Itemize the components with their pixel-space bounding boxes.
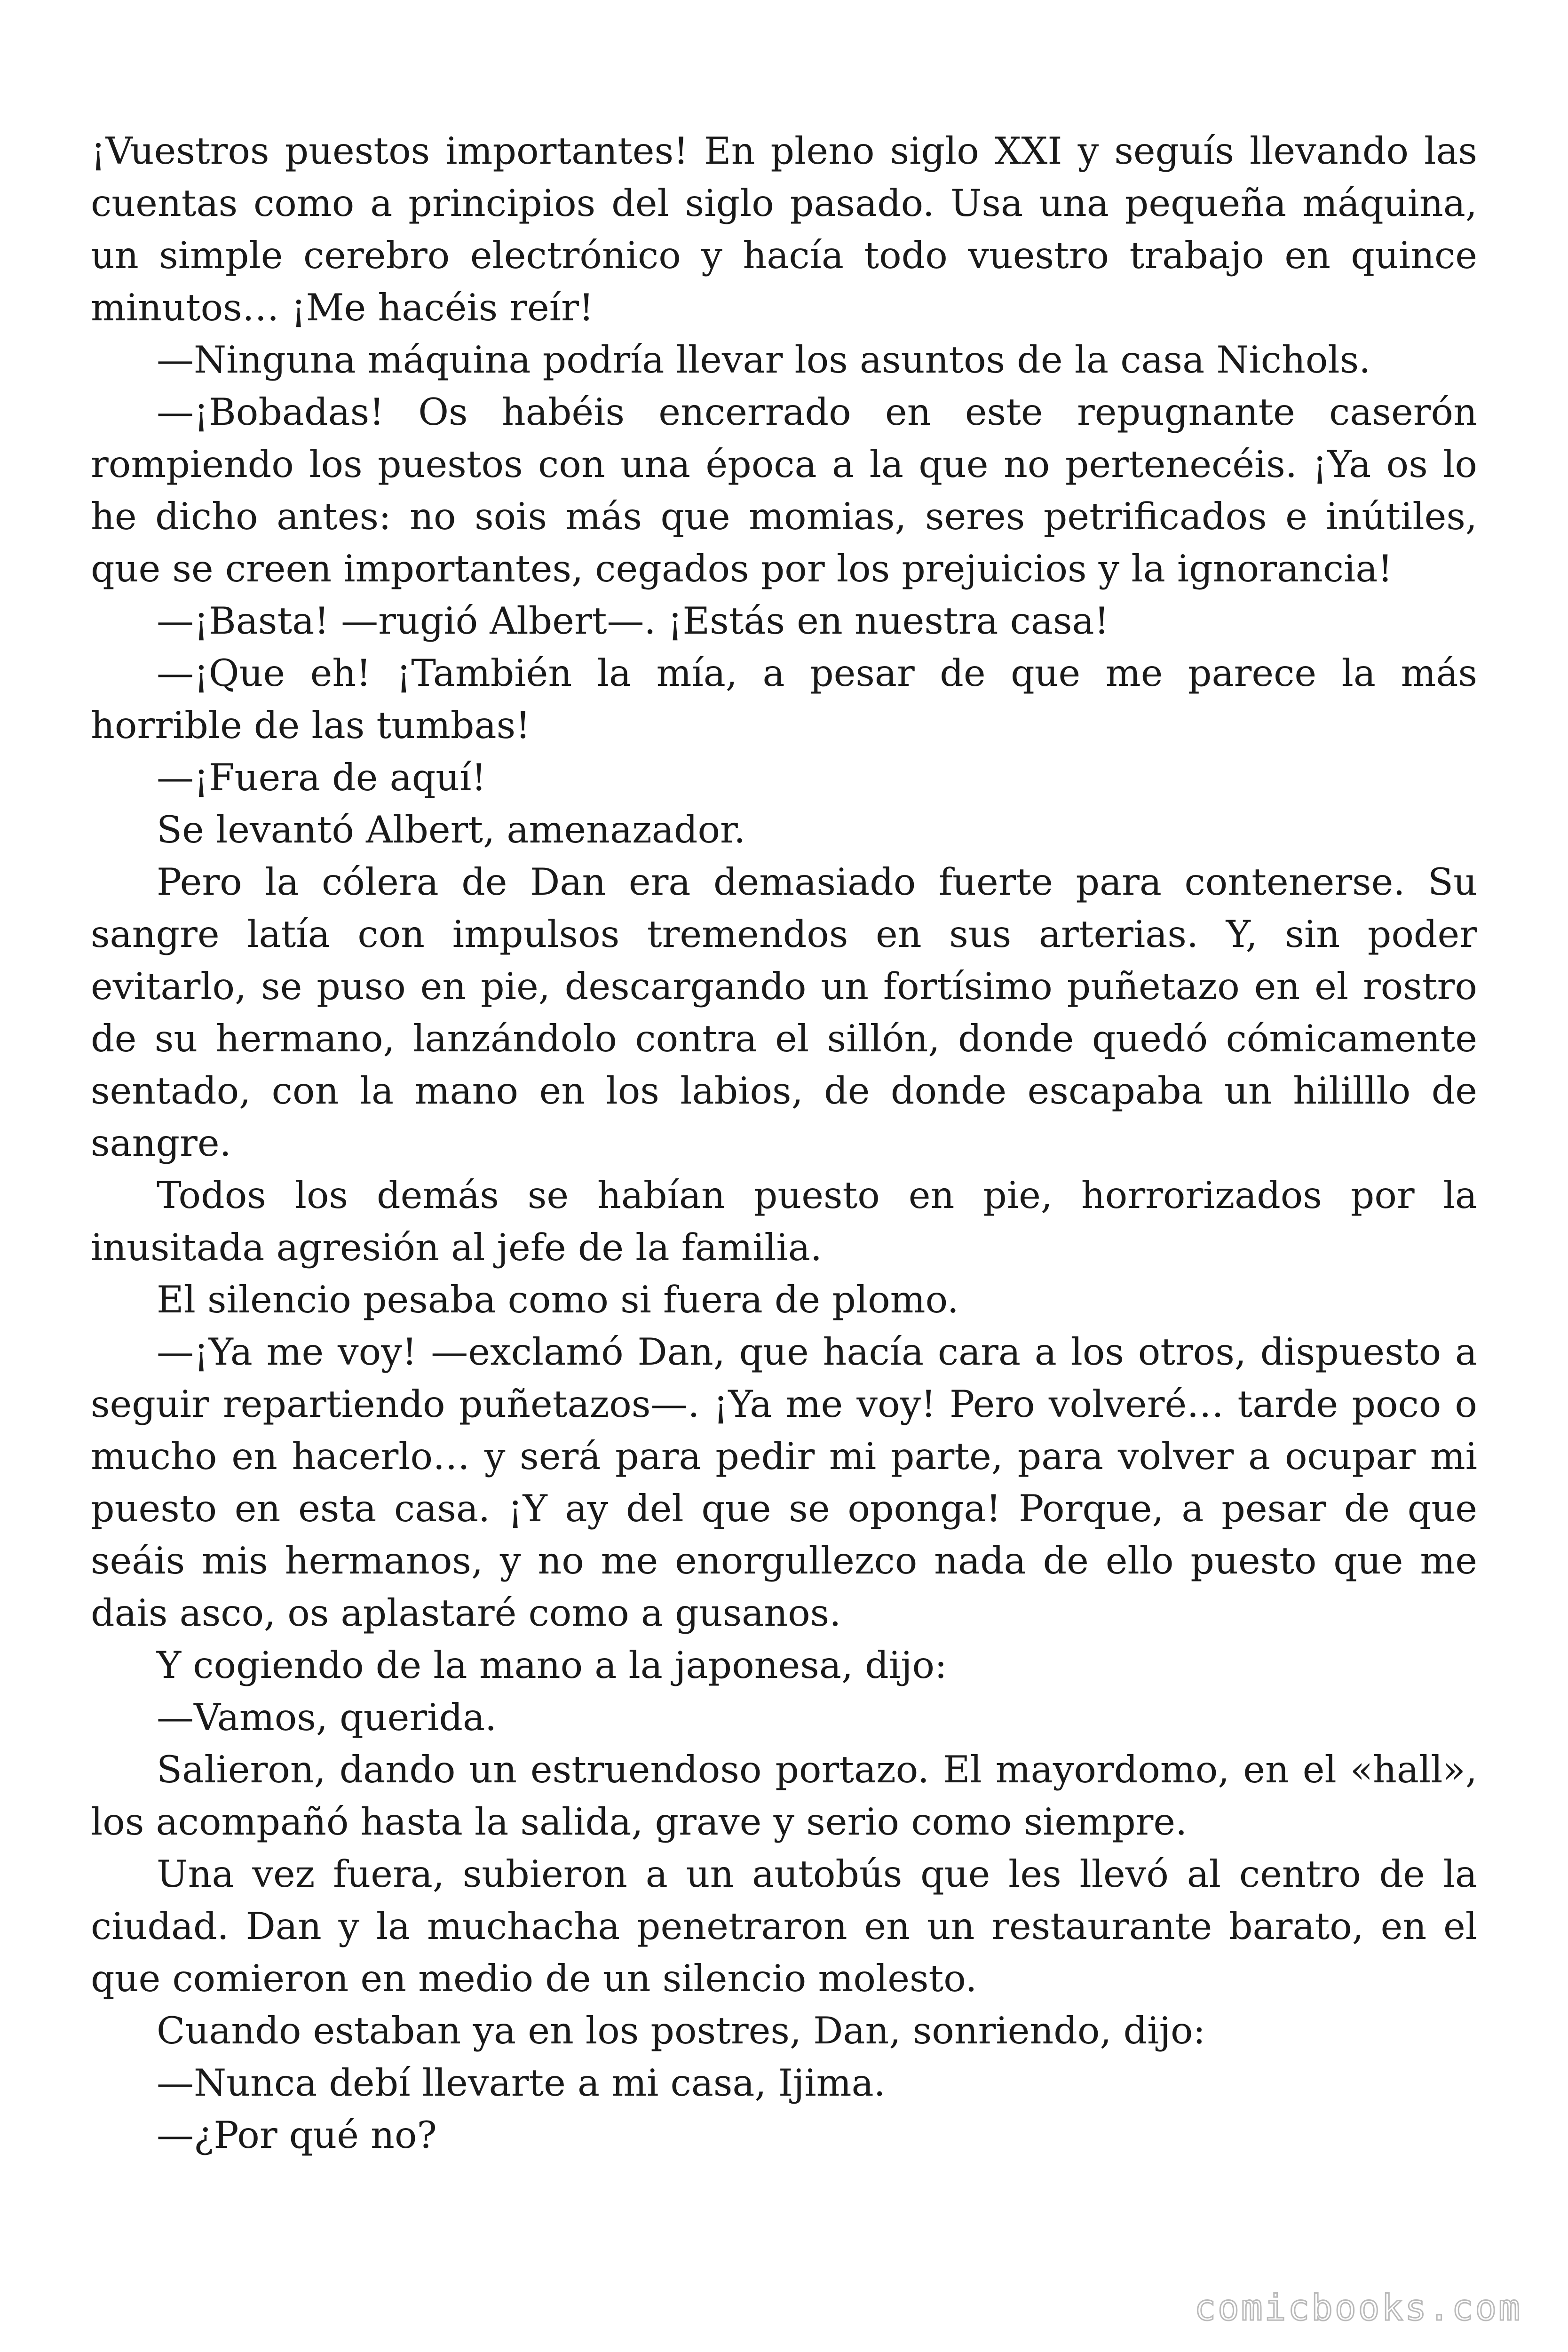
paragraph-8: Pero la cólera de Dan era demasiado fuerte para contenerse. Su sangre latía con impulsos tremendos en sus arterias. Y, sin poder evitarlo, se puso en pie, descargando un fortísimo puñetazo en el rostro de su hermano, lanzándolo contra el sillón, donde quedó cómicamente sentado, con la mano en los labios, de donde escapaba un hililllo de sangre. (91, 860, 1477, 1165)
paragraph-17: —Nunca debí llevarte a mi casa, Ijima. (157, 2061, 886, 2105)
paragraph-14: Salieron, dando un estruendoso portazo. El mayordomo, en el «hall», los acompañó hasta la salida, grave y serio como siempre. (91, 1748, 1477, 1843)
paragraph-18: —¿Por qué no? (157, 2114, 437, 2157)
paragraph-7: Se levantó Albert, amenazador. (157, 808, 746, 851)
paragraph-9: Todos los demás se habían puesto en pie, horrorizados por la inusitada agresión al jefe de la familia. (91, 1174, 1477, 1269)
watermark: comicbooks.com (1194, 2287, 1522, 2328)
paragraph-16: Cuando estaban ya en los postres, Dan, sonriendo, dijo: (157, 2009, 1206, 2052)
paragraph-13: —Vamos, querida. (157, 1696, 497, 1739)
paragraph-1: ¡Vuestros puestos importantes! En pleno siglo XXI y seguís llevando las cuentas como a principios del siglo pasado. Usa una pequeña máquina, un simple cerebro electrónico y hacía todo vuestro trabajo en quince minutos… ¡Me hacéis reír! (91, 129, 1477, 329)
paragraph-6: —¡Fuera de aquí! (157, 756, 487, 799)
paragraph-11: —¡Ya me voy! —exclamó Dan, que hacía cara a los otros, dispuesto a seguir repartiendo puñetazos—. ¡Ya me voy! Pero volveré… tarde poco o mucho en hacerlo… y será para pedir mi parte, para volver a ocupar mi puesto en esta casa. ¡Y ay del que se oponga! Porque, a pesar de que seáis mis hermanos, y no me enorgullezco nada de ello puesto que me dais asco, os aplastaré como a gusanos. (91, 1330, 1477, 1635)
paragraph-2: —Ninguna máquina podría llevar los asuntos de la casa Nichols. (157, 338, 1371, 381)
paragraph-15: Una vez fuera, subieron a un autobús que les llevó al centro de la ciudad. Dan y la muchacha penetraron en un restaurante barato, en el que comieron en medio de un silencio molesto. (91, 1852, 1477, 2000)
paragraph-10: El silencio pesaba como si fuera de plomo. (157, 1278, 959, 1321)
paragraph-3: —¡Bobadas! Os habéis encerrado en este repugnante caserón rompiendo los puestos con una época a la que no pertenecéis. ¡Ya os lo he dicho antes: no sois más que momias, seres petrificados e inútiles, que se creen importantes, cegados por los prejuicios y la ignorancia! (91, 390, 1477, 590)
paragraph-12: Y cogiendo de la mano a la japonesa, dijo: (157, 1644, 947, 1687)
paragraph-4: —¡Basta! —rugió Albert—. ¡Estás en nuestra casa! (157, 599, 1109, 643)
paragraph-5: —¡Que eh! ¡También la mía, a pesar de que me parece la más horrible de las tumbas! (91, 652, 1477, 747)
book-page-text (91, 125, 1477, 2161)
